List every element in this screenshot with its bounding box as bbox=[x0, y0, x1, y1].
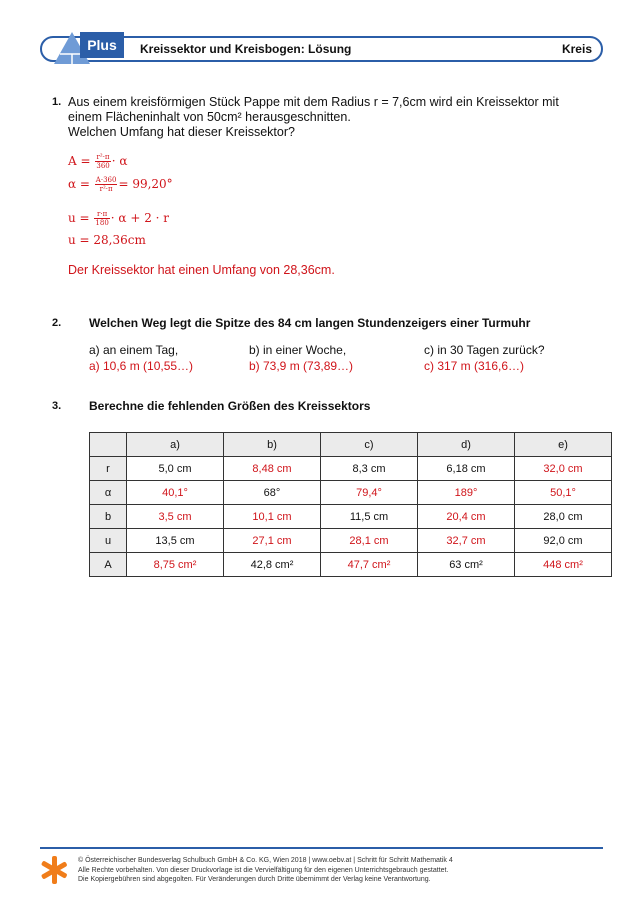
task2-answer-b: b) 73,9 m (73,89…) bbox=[249, 359, 354, 373]
formula3-rhs: · α + 2 · r bbox=[110, 211, 170, 225]
table-cell: 32,7 cm bbox=[418, 529, 515, 553]
plus-badge: Plus bbox=[80, 32, 124, 58]
table-column-header: c) bbox=[321, 433, 418, 457]
formula-angle bbox=[68, 176, 173, 193]
table-row bbox=[90, 505, 612, 529]
formula3-numerator: r·π bbox=[94, 210, 109, 219]
table-row bbox=[90, 481, 612, 505]
table-cell: 189° bbox=[418, 481, 515, 505]
table-cell: 11,5 cm bbox=[321, 505, 418, 529]
formula1-fraction bbox=[95, 153, 110, 170]
task3-title: Berechne die fehlenden Größen des Kreissektors bbox=[89, 399, 371, 413]
table-cell: 40,1° bbox=[127, 481, 224, 505]
formula2-rhs: = 99,20° bbox=[118, 177, 173, 191]
formula-perimeter bbox=[68, 210, 169, 227]
formula2-lhs: α = bbox=[68, 177, 94, 191]
formula1-lhs: A = bbox=[68, 154, 95, 168]
table-column-header: a) bbox=[127, 433, 224, 457]
formula2-denominator: r²·π bbox=[99, 185, 113, 193]
task1-line2: einem Flächeninhalt von 50cm² herausgeschnitten. bbox=[68, 110, 351, 124]
table-cell: 448 cm² bbox=[515, 553, 612, 577]
formula3-fraction bbox=[94, 210, 109, 227]
formula-result: u = 28,36cm bbox=[68, 233, 146, 247]
task2-number: 2. bbox=[52, 317, 62, 329]
task1-line3: Welchen Umfang hat dieser Kreissektor? bbox=[68, 125, 295, 139]
table-cell: 8,75 cm² bbox=[127, 553, 224, 577]
table-cell: 13,5 cm bbox=[127, 529, 224, 553]
formula1-rhs: · α bbox=[111, 154, 128, 168]
task1-answer: Der Kreissektor hat einen Umfang von 28,36cm. bbox=[68, 263, 335, 277]
table-cell: 42,8 cm² bbox=[224, 553, 321, 577]
task1-number: 1. bbox=[52, 96, 62, 108]
table-column-header: e) bbox=[515, 433, 612, 457]
table-cell: 5,0 cm bbox=[127, 457, 224, 481]
table-cell: 3,5 cm bbox=[127, 505, 224, 529]
table-row bbox=[90, 457, 612, 481]
table-corner-cell bbox=[90, 433, 127, 457]
task2-answer-a: a) 10,6 m (10,55…) bbox=[89, 359, 194, 373]
table-cell: 20,4 cm bbox=[418, 505, 515, 529]
footer-copyright: © Österreichischer Bundesverlag Schulbuch GmbH & Co. KG, Wien 2018 | www.oebv.at | Schritt für Schritt Mathematik 4 bbox=[78, 857, 453, 864]
table-cell: 28,0 cm bbox=[515, 505, 612, 529]
table-row-label: α bbox=[90, 481, 127, 505]
formula-area bbox=[68, 153, 127, 170]
table-cell: 47,7 cm² bbox=[321, 553, 418, 577]
task2-answer-c: c) 317 m (316,6…) bbox=[424, 359, 525, 373]
footer-divider bbox=[40, 847, 603, 849]
table-header-row bbox=[90, 433, 612, 457]
formula3-lhs: u = bbox=[68, 211, 94, 225]
table-row-label: r bbox=[90, 457, 127, 481]
footer-text bbox=[78, 856, 598, 885]
task2-question-a: a) an einem Tag, bbox=[89, 343, 179, 357]
table-cell: 8,48 cm bbox=[224, 457, 321, 481]
table-row bbox=[90, 529, 612, 553]
table-cell: 32,0 cm bbox=[515, 457, 612, 481]
table-row-label: u bbox=[90, 529, 127, 553]
formula2-fraction bbox=[95, 176, 118, 193]
task3-number: 3. bbox=[52, 400, 62, 412]
page-title: Kreissektor und Kreisbogen: Lösung bbox=[140, 42, 352, 56]
table-cell: 92,0 cm bbox=[515, 529, 612, 553]
task2-title: Welchen Weg legt die Spitze des 84 cm langen Stundenzeigers einer Turmuhr bbox=[89, 316, 531, 330]
table-column-header: d) bbox=[418, 433, 515, 457]
table-row-label: b bbox=[90, 505, 127, 529]
task2-question-b: b) in einer Woche, bbox=[249, 343, 347, 357]
table-column-header: b) bbox=[224, 433, 321, 457]
asterisk-logo-icon bbox=[40, 855, 68, 885]
table-row-label: A bbox=[90, 553, 127, 577]
task2-question-c: c) in 30 Tagen zurück? bbox=[424, 343, 545, 357]
sector-table bbox=[89, 432, 612, 577]
table-cell: 8,3 cm bbox=[321, 457, 418, 481]
task1-line1: Aus einem kreisförmigen Stück Pappe mit dem Radius r = 7,6cm wird ein Kreissektor mit bbox=[68, 95, 559, 109]
table-cell: 10,1 cm bbox=[224, 505, 321, 529]
table-cell: 50,1° bbox=[515, 481, 612, 505]
table-row bbox=[90, 553, 612, 577]
formula1-numerator: r²·π bbox=[96, 153, 110, 161]
table-cell: 63 cm² bbox=[418, 553, 515, 577]
table-cell: 6,18 cm bbox=[418, 457, 515, 481]
task1-question bbox=[68, 95, 588, 140]
table-cell: 28,1 cm bbox=[321, 529, 418, 553]
formula1-denominator: 360 bbox=[96, 162, 110, 170]
footer-disclaimer: Die Kopiergebühren sind abgegolten. Für Veränderungen durch Dritte übernimmt der Verlag keine Verantwortung. bbox=[78, 876, 431, 883]
footer-rights: Alle Rechte vorbehalten. Von dieser Druckvorlage ist die Vervielfältigung für den eigenen Unterrichtsgebrauch gestattet. bbox=[78, 866, 449, 874]
table-cell: 27,1 cm bbox=[224, 529, 321, 553]
topic-label: Kreis bbox=[561, 42, 592, 56]
table-cell: 68° bbox=[224, 481, 321, 505]
formula2-numerator: A·360 bbox=[95, 176, 117, 184]
plus-logo bbox=[52, 30, 130, 66]
table-cell: 79,4° bbox=[321, 481, 418, 505]
formula3-denominator: 180 bbox=[95, 219, 109, 227]
